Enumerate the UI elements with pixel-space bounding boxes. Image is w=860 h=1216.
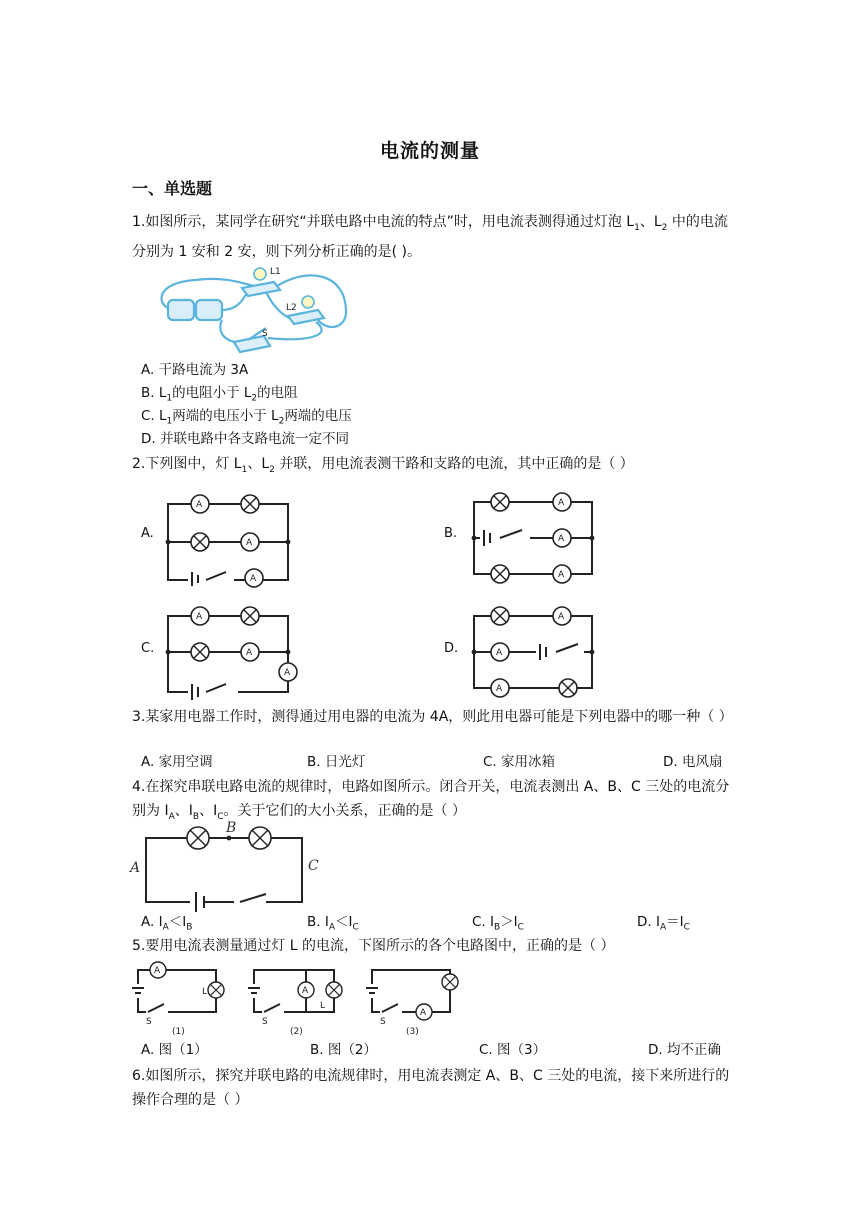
q2-option-c[interactable]: C. bbox=[141, 641, 155, 656]
svg-text:A: A bbox=[496, 684, 503, 694]
svg-text:A: A bbox=[558, 498, 565, 508]
q2-circuit-a bbox=[164, 490, 294, 586]
q3-option-b[interactable]: B. 日光灯 bbox=[307, 754, 366, 770]
svg-text:L: L bbox=[202, 987, 208, 997]
question-3-stem: 3.某家用电器工作时，测得通过用电器的电流为 4A，则此用电器可能是下列电器中的哪一种（ ） bbox=[132, 709, 733, 725]
q2-option-d[interactable]: D. bbox=[444, 641, 459, 656]
svg-text:A: A bbox=[284, 668, 291, 678]
q5-option-d[interactable]: D. 均不正确 bbox=[648, 1042, 721, 1058]
svg-text:A: A bbox=[196, 500, 203, 510]
point-b-label: B bbox=[226, 820, 237, 836]
q5-circuit-2 bbox=[248, 960, 348, 1037]
q4-series-circuit bbox=[128, 822, 324, 910]
svg-text:S: S bbox=[146, 1017, 152, 1027]
q1-option-b[interactable]: B. $L_1$的电阻小于 $L_2$的电阻 bbox=[141, 385, 298, 404]
document-title: 电流的测量 bbox=[379, 140, 480, 162]
q3-option-c[interactable]: C. 家用冰箱 bbox=[483, 754, 556, 770]
q1-option-a[interactable]: A. 干路电流为 3A bbox=[141, 362, 249, 378]
q5-option-b[interactable]: B. 图（2） bbox=[310, 1042, 377, 1058]
label-l1: L1 bbox=[270, 267, 281, 277]
question-4-stem: 4.在探究串联电路电流的规律时，电路如图所示。闭合开关，电流表测出 A、B、C 三处的电流分别为 $I_A$、$I_B$、$I_C$。关于它们的大小关系，正确的是（ ） bbox=[132, 779, 730, 822]
question-5-stem: 5.要用电流表测量通过灯 L 的电流，下图所示的各个电路图中，正确的是（ ） bbox=[132, 938, 615, 954]
q2-option-b[interactable]: B. bbox=[444, 526, 458, 541]
fig-label-2: (2) bbox=[290, 1027, 303, 1037]
question-2-stem: 2.下列图中，灯 $L_1$、$L_2$ 并联，用电流表测干路和支路的电流，其中正确的是（ ） bbox=[132, 456, 634, 475]
q1-option-c[interactable]: C. $L_1$两端的电压小于 $L_2$两端的电压 bbox=[141, 408, 352, 427]
label-s: S bbox=[262, 329, 268, 339]
svg-text:A: A bbox=[302, 986, 309, 996]
q5-option-c[interactable]: C. 图（3） bbox=[479, 1042, 547, 1058]
q4-option-a[interactable]: A. $I_A<I_B$ bbox=[141, 914, 193, 933]
svg-text:L: L bbox=[320, 1001, 326, 1011]
q5-circuit-3 bbox=[366, 960, 462, 1037]
svg-text:A: A bbox=[246, 648, 253, 658]
fig-label-1: (1) bbox=[172, 1027, 185, 1037]
question-1-figure bbox=[156, 262, 356, 358]
q3-option-a[interactable]: A. 家用空调 bbox=[141, 754, 213, 770]
svg-text:A: A bbox=[558, 612, 565, 622]
question-6-stem: 6.如图所示，探究并联电路的电流规律时，用电流表测定 A、B、C 三处的电流，接下来所进行的操作合理的是（ ） bbox=[132, 1068, 730, 1108]
svg-text:A: A bbox=[196, 612, 203, 622]
question-1-stem: 1.如图所示，某同学在研究“并联电路中电流的特点”时，用电流表测得通过灯泡 $L_1$、$L_2$ 中的电流分别为 1 安和 2 安，则下列分析正确的是( )。 bbox=[132, 214, 728, 260]
q3-option-d[interactable]: D. 电风扇 bbox=[663, 754, 723, 770]
svg-text:A: A bbox=[250, 574, 257, 584]
q2-circuit-d bbox=[470, 604, 600, 694]
q2-circuit-c bbox=[164, 604, 304, 694]
svg-text:A: A bbox=[558, 570, 565, 580]
point-a-label: A bbox=[130, 860, 141, 876]
q5-circuit-1 bbox=[132, 960, 230, 1037]
svg-text:S: S bbox=[262, 1017, 268, 1027]
label-l2: L2 bbox=[286, 303, 297, 313]
q5-option-a[interactable]: A. 图（1） bbox=[141, 1042, 208, 1058]
svg-text:A: A bbox=[420, 1008, 427, 1018]
fig-label-3: (3) bbox=[406, 1027, 419, 1037]
q4-option-d[interactable]: D. $I_A=I_C$ bbox=[637, 914, 690, 933]
svg-text:A: A bbox=[154, 966, 161, 976]
svg-text:A: A bbox=[558, 534, 565, 544]
svg-text:A: A bbox=[496, 648, 503, 658]
q1-option-d[interactable]: D. 并联电路中各支路电流一定不同 bbox=[141, 431, 349, 447]
q4-option-b[interactable]: B. $I_A<I_C$ bbox=[307, 914, 359, 933]
svg-text:S: S bbox=[380, 1017, 386, 1027]
q2-option-a[interactable]: A. bbox=[141, 526, 154, 541]
q4-option-c[interactable]: C. $I_B>I_C$ bbox=[472, 914, 524, 933]
q2-circuit-b bbox=[470, 490, 600, 586]
point-c-label: C bbox=[308, 858, 319, 874]
svg-text:A: A bbox=[246, 538, 253, 548]
section-heading: 一、单选题 bbox=[132, 179, 213, 198]
